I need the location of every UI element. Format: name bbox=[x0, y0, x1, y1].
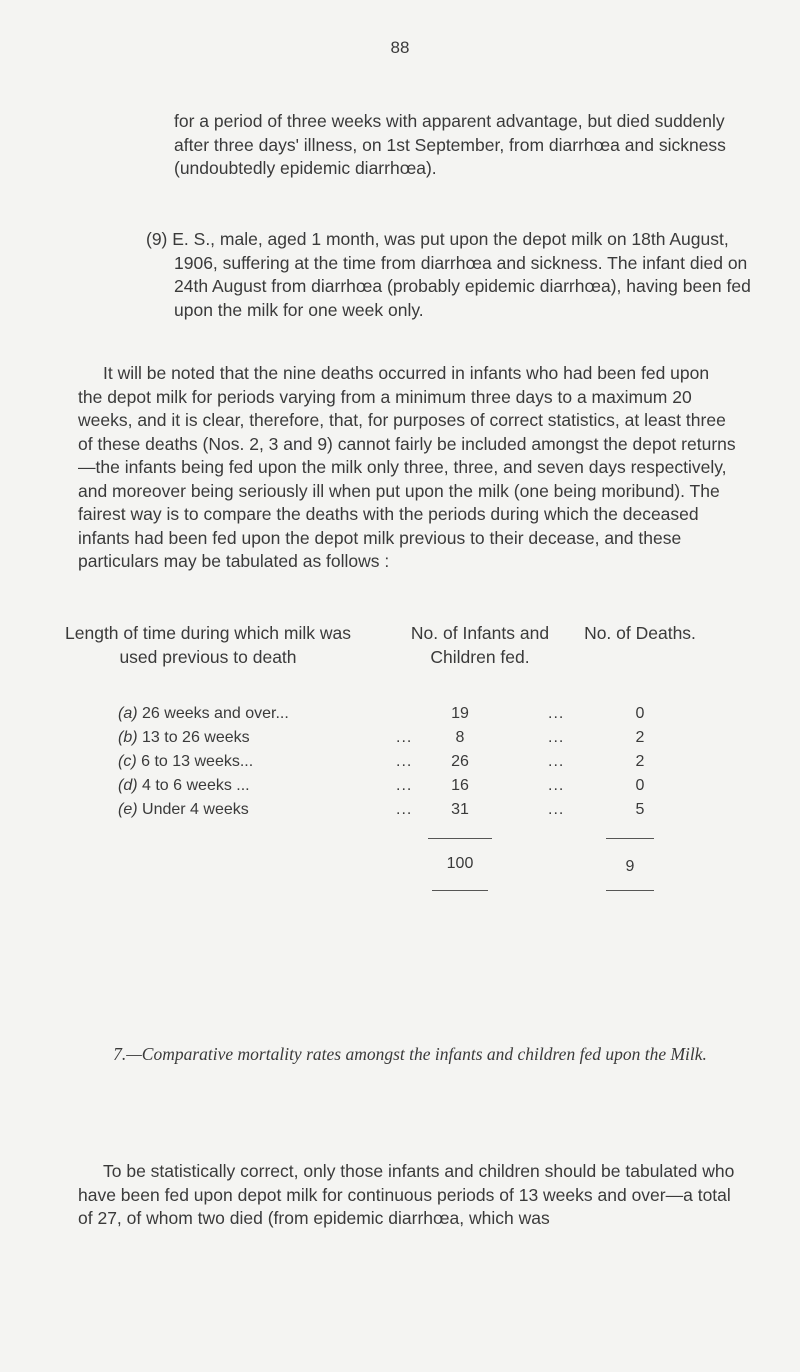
row-letter: (e) bbox=[118, 801, 138, 818]
total-rule-fed bbox=[432, 890, 488, 891]
row-label: 26 weeks and over bbox=[142, 705, 276, 722]
row-label: Under 4 weeks bbox=[142, 801, 249, 818]
total-deaths: 9 bbox=[625, 858, 635, 875]
case-nine-paragraph: (9) E. S., male, aged 1 month, was put upon the depot milk on 18th August, 1906, suffering at the time from diarrhœa and sickness. The infant died on 24th August from diarrhœa (probably epidemic diarrhœa), having been fed upon the milk for one week only. bbox=[146, 229, 751, 320]
section-heading: 7.—Comparative mortality rates amongst the infants and children fed upon the Milk. bbox=[113, 1044, 707, 1064]
row-fed: 19 bbox=[451, 705, 469, 722]
table-row: (e) Under 4 weeks ... 31 ... 5 bbox=[0, 801, 800, 825]
table-row: (b) 13 to 26 weeks ... 8 ... 2 bbox=[0, 729, 800, 753]
row-fed: 8 bbox=[455, 729, 465, 746]
row-deaths: 0 bbox=[635, 777, 645, 794]
table-row: (c) 6 to 13 weeks... ... 26 ... 2 bbox=[0, 753, 800, 777]
total-fed: 100 bbox=[446, 855, 474, 872]
subtotal-rule-fed bbox=[428, 838, 492, 839]
row-letter: (a) bbox=[118, 705, 138, 722]
total-rule-deaths bbox=[606, 890, 654, 891]
main-paragraph: It will be noted that the nine deaths occurred in infants who had been fed upon the depot milk for periods varying from a minimum three days to a maximum 20 weeks, and it is clear, therefore, that, for purposes of correct statistics, at least three of these deaths (Nos. 2, 3 and 9) cannot fairly be included amongst the depot returns—the infants being fed upon the milk only three, three, and seven days respectively, and moreover being seriously ill when put upon the milk (one being moribund). The fairest way is to compare the deaths with the periods during which the deceased infants had been fed upon the depot milk previous to their decease, and these particulars may be tabulated as follows : bbox=[78, 363, 736, 571]
subtotal-rule-deaths bbox=[606, 838, 654, 839]
row-letter: (d) bbox=[118, 777, 138, 794]
closing-paragraph: To be statistically correct, only those infants and children should be tabulated who have been fed upon depot milk for continuous periods of 13 weeks and over—a total of 27, of whom two died (from epidemic diarrhœa, which was bbox=[78, 1161, 735, 1228]
row-label: 4 to 6 weeks bbox=[142, 777, 232, 794]
header-deaths: No. of Deaths. bbox=[584, 623, 696, 643]
row-label: 13 to 26 weeks bbox=[142, 729, 250, 746]
table-row: (a) 26 weeks and over... 19 ... 0 bbox=[0, 705, 800, 729]
header-fed: No. of Infants and Children fed. bbox=[410, 623, 550, 667]
continuation-paragraph: for a period of three weeks with apparent advantage, but died suddenly after three days' illness, on 1st September, from diarrhœa and sickness (undoubtedly epidemic diarrhœa). bbox=[174, 111, 726, 178]
header-length: Length of time during which milk was used previous to death bbox=[65, 623, 351, 667]
row-fed: 26 bbox=[451, 753, 469, 770]
table-row: (d) 4 to 6 weeks ... ... 16 ... 0 bbox=[0, 777, 800, 801]
row-letter: (c) bbox=[118, 753, 137, 770]
row-deaths: 5 bbox=[635, 801, 645, 818]
row-deaths: 2 bbox=[635, 753, 645, 770]
page-number: 88 bbox=[390, 38, 410, 57]
row-label: 6 to 13 weeks bbox=[141, 753, 240, 770]
row-deaths: 2 bbox=[635, 729, 645, 746]
row-letter: (b) bbox=[118, 729, 138, 746]
row-fed: 16 bbox=[451, 777, 469, 794]
row-deaths: 0 bbox=[635, 705, 645, 722]
row-fed: 31 bbox=[451, 801, 469, 818]
